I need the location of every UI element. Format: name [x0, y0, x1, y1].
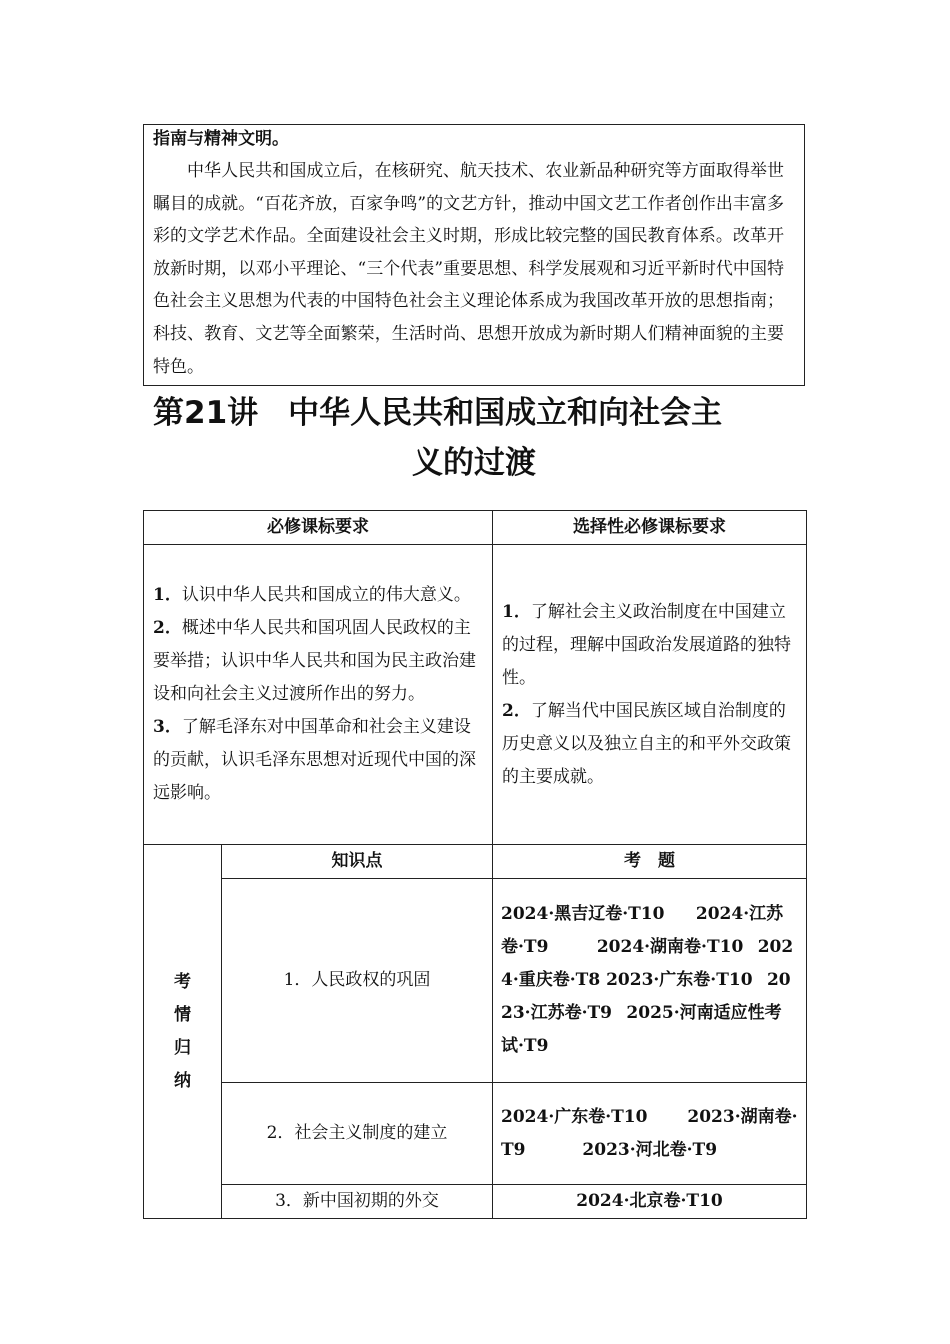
exam-list: 2024·广东卷·T10 2023·湖南卷·T9 2023·河北卷·T9	[493, 1083, 807, 1185]
knowledge-header: 知识点	[222, 845, 493, 879]
elective-list	[493, 545, 807, 845]
exam-summary-label: 考 情 归 纳	[144, 845, 222, 1219]
header-required: 必修课标要求	[144, 511, 493, 545]
title-line2: 义的过渡	[412, 445, 536, 481]
knowledge-point: 3．新中国初期的外交	[222, 1185, 493, 1219]
intro-lead: 指南与精神文明。	[153, 129, 289, 149]
exam-list: 2024·北京卷·T10	[493, 1185, 807, 1219]
knowledge-point: 1．人民政权的巩固	[222, 879, 493, 1083]
intro-body: 中华人民共和国成立后，在核研究、航天技术、农业新品种研究等方面取得举世瞩目的成就。“百花齐放，百家争鸣”的文艺方针，推动中国文艺工作者创作出丰富多彩的文学艺术作品。全面建设社会主义时期，形成比较完整的国民教育体系。改革开放新时期，以邓小平理论、“三个代表”重要思想、科学发展观和习近平新时代中国特色社会主义思想为代表的中国特色社会主义理论体系成为我国改革开放的思想指南；科技、教育、文艺等全面繁荣，生活时尚、思想开放成为新时期人们精神面貌的主要特色。	[153, 161, 784, 377]
required-list	[144, 545, 493, 845]
header-elective: 选择性必修课标要求	[493, 511, 807, 545]
required-item: 1．认识中华人民共和国成立的伟大意义。	[153, 585, 471, 605]
exam-list: 2024·黑吉辽卷·T10 2024·江苏卷·T9 2024·湖南卷·T10 2024·重庆卷·T8 2023·广东卷·T10 2023·江苏卷·T9 2025·河南适应性考试·T9	[493, 879, 807, 1083]
required-item: 2．概述中华人民共和国巩固人民政权的主要举措；认识中华人民共和国为民主政治建设和向社会主义过渡所作出的努力。	[153, 618, 476, 704]
intro-box	[143, 124, 805, 386]
curriculum-table	[143, 510, 807, 1219]
title-line1: 中华人民共和国成立和向社会主	[288, 395, 723, 431]
lecture-number: 第21讲	[153, 395, 259, 431]
lecture-title	[143, 388, 805, 488]
exam-header: 考 题	[493, 845, 807, 879]
knowledge-point: 2．社会主义制度的建立	[222, 1083, 493, 1185]
elective-item: 1．了解社会主义政治制度在中国建立的过程，理解中国政治发展道路的独特性。	[502, 601, 791, 688]
required-item: 3．了解毛泽东对中国革命和社会主义建设的贡献，认识毛泽东思想对近现代中国的深远影响。	[153, 717, 476, 803]
elective-item: 2．了解当代中国民族区域自治制度的历史意义以及独立自主的和平外交政策的主要成就。	[502, 700, 791, 787]
